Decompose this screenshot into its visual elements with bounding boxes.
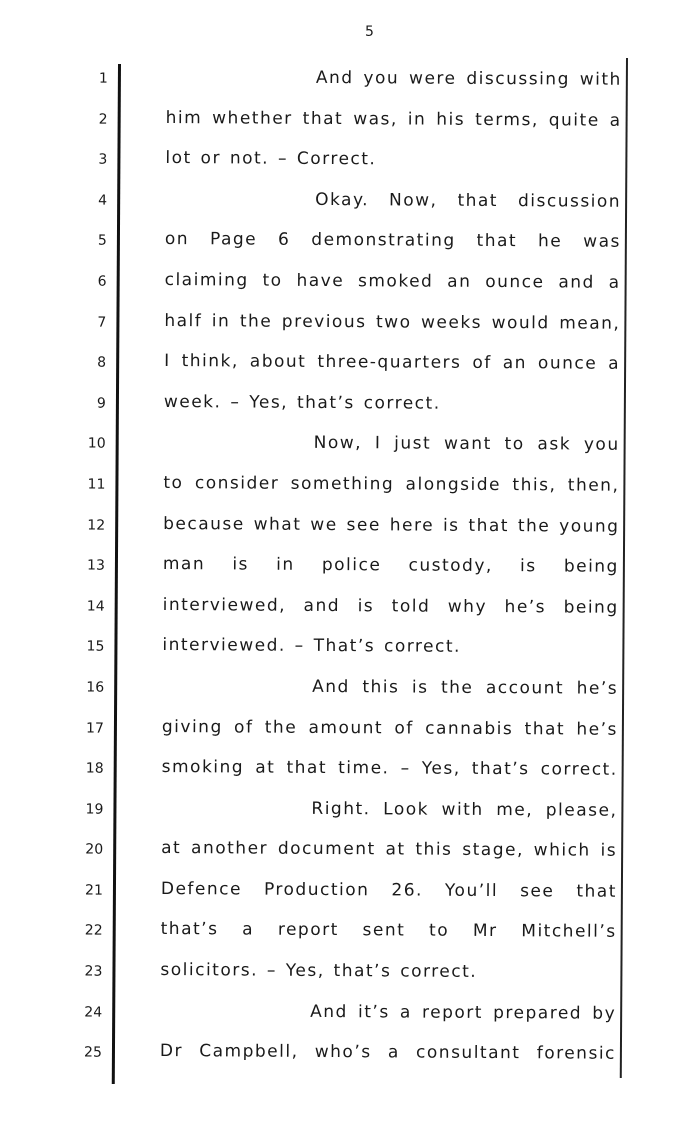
line-number: 2 (98, 111, 108, 128)
transcript-line (0, 746, 695, 791)
transcript-line (0, 990, 693, 1035)
line-text: lot or not. – Correct. (165, 148, 377, 170)
line-number: 12 (87, 517, 106, 534)
line-number: 15 (86, 638, 105, 655)
transcript-line (0, 949, 694, 994)
line-number: 24 (84, 1004, 103, 1021)
transcript-line (0, 868, 694, 913)
line-number: 1 (98, 70, 108, 87)
transcript-line (0, 421, 697, 466)
transcript-line (0, 584, 696, 629)
transcript-line (0, 624, 696, 669)
line-text: interviewed. – That’s correct. (162, 635, 462, 658)
page-number: 5 (365, 24, 375, 40)
transcript-line (0, 381, 697, 426)
line-number: 9 (96, 395, 106, 412)
line-number: 5 (97, 232, 107, 250)
transcript-line (0, 178, 698, 223)
transcript-line (0, 300, 697, 345)
line-number: 23 (84, 963, 103, 980)
line-text: half in the previous two weeks would mean, (164, 310, 621, 334)
line-number: 13 (87, 557, 105, 574)
line-number: 10 (87, 435, 106, 452)
transcript-line (0, 908, 694, 953)
line-number: 6 (97, 273, 107, 290)
transcript-line (0, 665, 695, 710)
line-text: And it’s a report prepared by (310, 1001, 617, 1024)
line-number: 3 (98, 151, 108, 168)
line-number: 16 (86, 679, 105, 696)
line-text: at another document at this stage, which is (161, 838, 618, 862)
line-text: I think, about three-quarters of an ounce a (164, 351, 621, 374)
line-text: interviewed, and is told why he’s being (162, 594, 619, 618)
line-number: 17 (86, 720, 104, 737)
transcript-line (0, 462, 697, 507)
transcript-line (0, 543, 696, 588)
line-text: Now, I just want to ask you (313, 433, 620, 456)
transcript-line (0, 218, 698, 263)
transcript-line (0, 137, 698, 182)
transcript-line (0, 705, 695, 750)
line-text: on Page 6 demonstrating that he was (164, 229, 621, 253)
line-number: 4 (98, 192, 108, 209)
line-number: 20 (85, 841, 104, 858)
line-text: that’s a report sent to Mr Mitchell’s (160, 919, 617, 943)
transcript-line (0, 259, 698, 304)
line-text: week. – Yes, that’s correct. (163, 391, 441, 414)
line-text: smoking at that time. – Yes, that’s correct. (161, 757, 618, 780)
line-text: solicitors. – Yes, that’s correct. (160, 960, 478, 982)
transcript-line (0, 503, 696, 548)
line-number: 22 (84, 923, 103, 940)
line-text: because what we see here is that the young (163, 513, 620, 537)
line-number: 14 (86, 598, 105, 615)
line-text: Dr Campbell, who’s a consultant forensic (159, 1041, 616, 1065)
transcript-line (0, 340, 697, 385)
transcript-line (0, 97, 699, 142)
line-text: giving of the amount of cannabis that he’s (161, 716, 618, 740)
line-number: 25 (84, 1044, 102, 1061)
transcript-line (0, 1030, 693, 1075)
line-text: And this is the account he’s (312, 676, 619, 699)
line-number: 18 (85, 760, 104, 777)
transcript-line (0, 56, 699, 101)
line-text: Okay. Now, that discussion (315, 189, 622, 212)
line-number: 21 (85, 882, 103, 899)
line-number: 8 (97, 354, 107, 371)
line-text: Defence Production 26. You’ll see that (160, 878, 617, 902)
line-text: And you were discussing with (315, 67, 622, 90)
transcript-body (0, 56, 699, 1075)
line-text: him whether that was, in his terms, quite a (165, 107, 622, 131)
line-text: claiming to have smoked an ounce and a (164, 269, 621, 293)
line-number: 11 (87, 476, 106, 493)
line-text: Right. Look with me, please, (311, 798, 618, 821)
line-text: to consider something alongside this, then, (163, 472, 620, 496)
line-number: 7 (97, 314, 107, 331)
transcript-line (0, 827, 694, 872)
line-number: 19 (85, 801, 104, 818)
line-text: man is in police custody, is being (162, 554, 619, 577)
transcript-line (0, 787, 695, 832)
